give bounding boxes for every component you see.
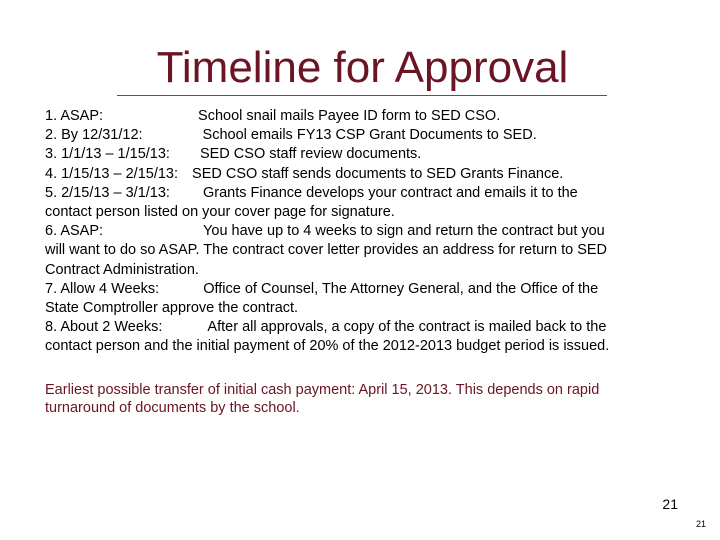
timeline-step-label: 8. About 2 Weeks: [45, 319, 163, 336]
timeline-step-description: After all approvals, a copy of the contract is mailed back to the [207, 319, 607, 336]
timeline-item-continuation: contact person and the initial payment of 20% of the 2012-2013 budget period is issued. [45, 338, 610, 355]
timeline-item-continuation: contact person listed on your cover page for signature. [45, 204, 395, 221]
timeline-item [45, 318, 685, 356]
page-number: 21 [695, 519, 706, 529]
timeline-step-description: School snail mails Payee ID form to SED CSO. [198, 108, 501, 124]
timeline-item-first-line [45, 318, 685, 337]
note-line: Earliest possible transfer of initial cash payment: April 15, 2013. This depends on rapid [45, 382, 600, 398]
earliest-transfer-note [45, 381, 685, 417]
timeline-list [45, 107, 685, 357]
timeline-item [45, 107, 685, 126]
timeline-item-first-line [45, 184, 685, 203]
timeline-item [45, 222, 685, 280]
timeline-step-label: 1. ASAP: [45, 108, 104, 124]
timeline-item [45, 145, 685, 164]
title-divider [117, 95, 607, 96]
timeline-item-first-line [45, 280, 685, 299]
timeline-step-description: You have up to 4 weeks to sign and return the contract but you [203, 223, 605, 240]
timeline-step-description: School emails FY13 CSP Grant Documents to SED. [202, 127, 537, 144]
timeline-item-continuation: Contract Administration. [45, 261, 199, 278]
timeline-item [45, 126, 685, 145]
timeline-item-first-line [45, 165, 685, 184]
timeline-step-description: SED CSO staff sends documents to SED Grants Finance. [192, 165, 564, 182]
timeline-item [45, 165, 685, 184]
timeline-step-description: Office of Counsel, The Attorney General, and the Office of the [203, 280, 599, 297]
timeline-step-label: 5. 2/15/13 – 3/1/13: [45, 184, 170, 201]
timeline-item-first-line [45, 145, 685, 164]
page-title: Timeline for Approval [156, 43, 569, 92]
timeline-step-label: 2. By 12/31/12: [45, 127, 143, 144]
timeline-item-continuation: will want to do so ASAP. The contract cover letter provides an address for return to SED [45, 242, 608, 259]
timeline-step-label: 3. 1/1/13 – 1/15/13: [45, 146, 170, 163]
timeline-step-label: 7. Allow 4 Weeks: [45, 280, 160, 297]
timeline-step-description: SED CSO staff review documents. [199, 146, 422, 163]
timeline-step-description: Grants Finance develops your contract and emails it to the [202, 184, 578, 201]
timeline-item-first-line [45, 107, 685, 126]
timeline-item-first-line [45, 222, 685, 241]
timeline-step-label: 4. 1/15/13 – 2/15/13: [45, 165, 179, 182]
timeline-item [45, 280, 685, 318]
timeline-item-continuation: State Comptroller approve the contract. [45, 300, 299, 317]
timeline-step-label: 6. ASAP: [45, 223, 104, 240]
note-line: turnaround of documents by the school. [45, 400, 300, 416]
timeline-item [45, 184, 685, 222]
slide-number: 21 [662, 496, 678, 512]
timeline-item-first-line [45, 126, 685, 145]
